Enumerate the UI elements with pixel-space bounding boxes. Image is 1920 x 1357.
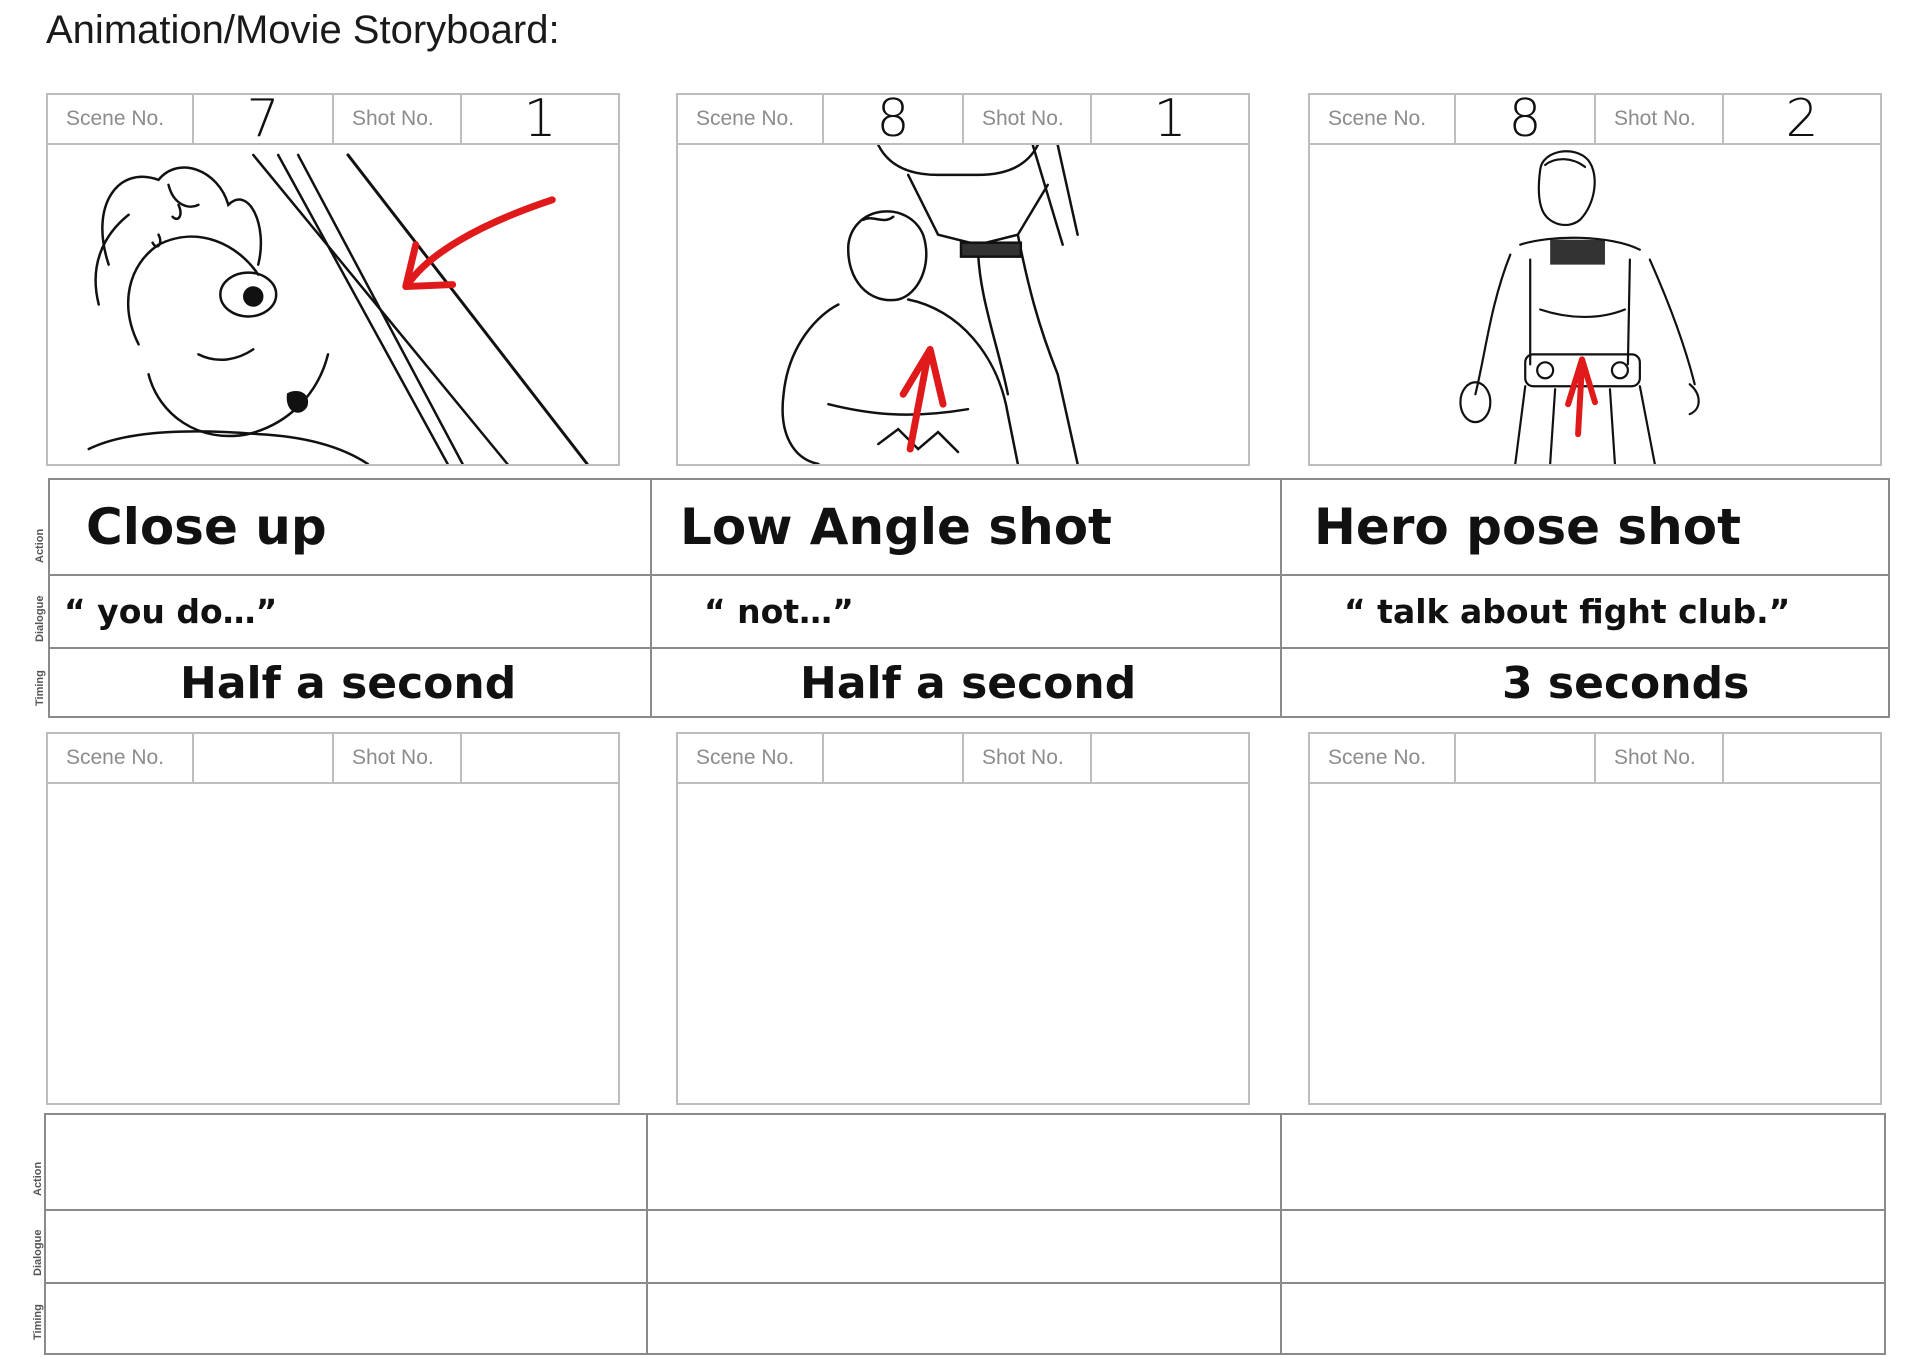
low-angle-sketch [678, 145, 1248, 464]
panel-header [678, 734, 1248, 784]
scene-label: Scene No. [696, 746, 795, 769]
panel-header [48, 89, 618, 149]
shot-label-cell [964, 734, 1092, 782]
scene-label-cell [48, 734, 194, 782]
scene-label: Scene No. [1328, 107, 1427, 130]
panel-frame [1310, 145, 1880, 464]
panel-header [1310, 734, 1880, 784]
storyboard-panel-5 [676, 732, 1250, 1105]
action-row[interactable] [1282, 480, 1888, 576]
timing-side-label: Timing [32, 1304, 44, 1340]
timing-side-label: Timing [34, 670, 46, 706]
storyboard-panel-4 [46, 732, 620, 1105]
dialogue-text: “ talk about fight club.” [1344, 592, 1791, 631]
storyboard-panel-3 [1308, 89, 1882, 466]
shot-label-cell [1596, 95, 1724, 143]
shot-label: Shot No. [1614, 746, 1696, 769]
shot-label: Shot No. [982, 107, 1064, 130]
storyboard-panel-2 [676, 89, 1250, 466]
scene-label: Scene No. [696, 107, 795, 130]
action-row[interactable] [652, 480, 1280, 576]
dialogue-side-label: Dialogue [34, 595, 46, 642]
timing-row[interactable] [1282, 1284, 1884, 1355]
shot-number[interactable]: 1 [523, 89, 557, 149]
shot-label-cell [334, 734, 462, 782]
dialogue-row[interactable] [1282, 1211, 1884, 1284]
scene-label-cell [48, 95, 194, 143]
timing-row[interactable] [1282, 649, 1888, 718]
scene-label-cell [678, 734, 824, 782]
info-column-2 [648, 1115, 1282, 1353]
scene-number[interactable]: 8 [824, 95, 964, 143]
action-row[interactable] [46, 1115, 646, 1211]
timing-row[interactable] [46, 1284, 646, 1355]
shot-label: Shot No. [1614, 107, 1696, 130]
info-column-3 [1282, 1115, 1884, 1353]
info-column-1 [46, 1115, 648, 1353]
scene-label-cell [678, 95, 824, 143]
panel-frame[interactable] [678, 784, 1248, 1103]
shot-info-table-2 [44, 1113, 1886, 1355]
hero-pose-sketch [1310, 145, 1880, 464]
shot-number[interactable] [1092, 734, 1248, 782]
shot-label: Shot No. [982, 746, 1064, 769]
timing-row[interactable] [652, 649, 1280, 718]
panel-frame [48, 145, 618, 464]
shot-number[interactable] [462, 734, 618, 782]
panel-header [1310, 89, 1880, 149]
shot-label: Shot No. [352, 107, 434, 130]
action-row[interactable] [648, 1115, 1280, 1211]
scene-number[interactable]: 8 [1456, 95, 1596, 143]
shot-label-cell [334, 95, 462, 143]
action-side-label: Action [32, 1161, 44, 1196]
action-row[interactable] [1282, 1115, 1884, 1211]
shot-info-table-1 [48, 478, 1890, 718]
dialogue-row[interactable] [50, 576, 650, 649]
timing-row[interactable] [50, 649, 650, 718]
timing-text: Half a second [180, 658, 517, 709]
shot-number[interactable]: 2 [1785, 89, 1819, 149]
action-text: Low Angle shot [680, 498, 1112, 556]
shot-number[interactable]: 1 [1153, 89, 1187, 149]
dialogue-row[interactable] [46, 1211, 646, 1284]
scene-number[interactable]: 7 [194, 95, 334, 143]
scene-number[interactable] [1456, 734, 1596, 782]
info-column-1 [50, 480, 652, 716]
info-column-2 [652, 480, 1282, 716]
timing-text: 3 seconds [1502, 658, 1750, 709]
scene-number[interactable] [194, 734, 334, 782]
panel-header [678, 89, 1248, 149]
shot-number[interactable] [1724, 734, 1880, 782]
panel-frame[interactable] [48, 784, 618, 1103]
dialogue-text: “ you do…” [64, 592, 278, 631]
shot-label-cell [1596, 734, 1724, 782]
scene-number[interactable] [824, 734, 964, 782]
storyboard-panel-1 [46, 89, 620, 466]
panel-frame[interactable] [1310, 784, 1880, 1103]
storyboard-panel-6 [1308, 732, 1882, 1105]
action-row[interactable] [50, 480, 650, 576]
scene-label: Scene No. [66, 746, 165, 769]
panel-frame [678, 145, 1248, 464]
scene-label-cell [1310, 95, 1456, 143]
action-text: Close up [86, 498, 327, 556]
close-up-sketch [48, 145, 618, 464]
dialogue-row[interactable] [652, 576, 1280, 649]
panel-header [48, 734, 618, 784]
scene-label: Scene No. [1328, 746, 1427, 769]
timing-row[interactable] [648, 1284, 1280, 1355]
dialogue-row[interactable] [1282, 576, 1888, 649]
scene-label-cell [1310, 734, 1456, 782]
timing-text: Half a second [800, 658, 1137, 709]
page-title: Animation/Movie Storyboard: [46, 8, 560, 52]
scene-label: Scene No. [66, 107, 165, 130]
shot-label: Shot No. [352, 746, 434, 769]
info-column-3 [1282, 480, 1888, 716]
dialogue-row[interactable] [648, 1211, 1280, 1284]
action-side-label: Action [34, 528, 46, 563]
dialogue-text: “ not…” [704, 592, 854, 631]
action-text: Hero pose shot [1314, 498, 1742, 556]
dialogue-side-label: Dialogue [32, 1229, 44, 1276]
shot-label-cell [964, 95, 1092, 143]
